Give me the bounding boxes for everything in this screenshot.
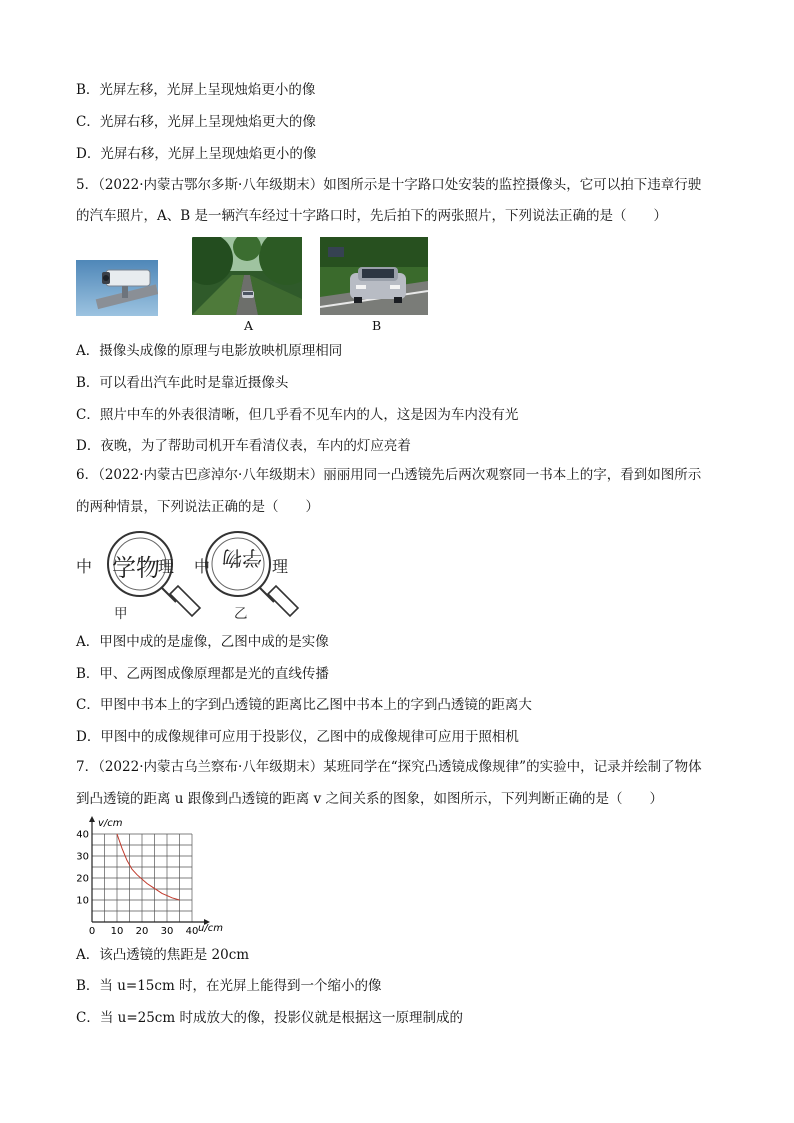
- q6-stem-line2: 的两种情景，下列说法正确的是（ ）: [76, 499, 319, 515]
- y-tick-label: 30: [76, 851, 89, 863]
- q7-option-b: B．当 u=15cm 时，在光屏上能得到一个缩小的像: [76, 978, 382, 994]
- q5-option-c: C．照片中车的外表很清晰，但几乎看不见车内的人，这是因为车内没有光: [76, 407, 519, 423]
- x-tick-label: 40: [185, 926, 199, 936]
- q7-stem-line2: 到凸透镜的距离 u 跟像到凸透镜的距离 v 之间关系的图象，如图所示，下列判断正确的是（ ）: [76, 791, 663, 807]
- x-tick-label: 10: [110, 926, 124, 936]
- x-tick-label: 30: [160, 926, 174, 936]
- q6-stem-line1: 6．（2022·内蒙古巴彦淖尔·八年级期末）丽丽用同一凸透镜先后两次观察同一书本上的字，看到如图所示: [76, 467, 702, 483]
- y-tick-label: 20: [76, 873, 89, 885]
- x-tick-label: 0: [88, 926, 96, 936]
- y-tick-label: 40: [76, 829, 89, 841]
- q5-option-a: A．摄像头成像的原理与电影放映机原理相同: [76, 343, 343, 359]
- car-photo-a: [192, 237, 302, 315]
- q4-option-d: D．光屏右移，光屏上呈现烛焰更小的像: [76, 146, 317, 162]
- caption-a: A: [244, 318, 254, 333]
- book-char-right-1: 理: [158, 557, 175, 576]
- car-photo-b: [320, 237, 428, 315]
- q5-stem-line1: 5．（2022·内蒙古鄂尔多斯·八年级期末）如图所示是十字路口处安装的监控摄像头，它可以拍下违章行驶: [76, 177, 702, 193]
- y-tick-label: 10: [76, 895, 89, 907]
- book-char-right-2: 理: [272, 557, 289, 576]
- magnified-text-jia: 学物: [112, 554, 160, 582]
- uv-chart: [74, 814, 234, 936]
- q5-stem-line2: 的汽车照片，A、B 是一辆汽车经过十字路口时，先后拍下的两张照片，下列说法正确的是（ ）: [76, 208, 667, 224]
- surveillance-camera-photo: [76, 260, 158, 316]
- q7-option-c: C．当 u=25cm 时成放大的像，投影仪就是根据这一原理制成的: [76, 1010, 463, 1026]
- q7-stem-line1: 7．（2022·内蒙古乌兰察布·八年级期末）某班同学在“探究凸透镜成像规律”的实验中，记录并绘制了物体: [76, 759, 702, 775]
- x-axis-label: u/cm: [198, 923, 223, 934]
- label-yi: 乙: [234, 606, 248, 622]
- book-char-left-2: 中: [194, 557, 211, 576]
- y-axis-label: v/cm: [98, 818, 123, 829]
- magnified-text-yi: 学物: [222, 546, 262, 570]
- q4-option-c: C．光屏右移，光屏上呈现烛焰更大的像: [76, 114, 316, 130]
- q6-option-b: B．甲、乙两图成像原理都是光的直线传播: [76, 666, 329, 682]
- x-tick-label: 20: [135, 926, 149, 936]
- q5-option-b: B．可以看出汽车此时是靠近摄像头: [76, 375, 289, 391]
- q6-option-c: C．甲图中书本上的字到凸透镜的距离比乙图中书本上的字到凸透镜的距离大: [76, 697, 532, 713]
- q7-option-a: A．该凸透镜的焦距是 20cm: [76, 947, 250, 963]
- y-axis-arrow: [89, 816, 95, 822]
- caption-b: B: [372, 318, 382, 333]
- q5-option-d: D．夜晚，为了帮助司机开车看清仪表，车内的灯应亮着: [76, 438, 411, 454]
- book-char-left-1: 中: [76, 557, 93, 576]
- label-jia: 甲: [114, 606, 128, 622]
- q4-option-b: B．光屏左移，光屏上呈现烛焰更小的像: [76, 82, 316, 98]
- q6-option-a: A．甲图中成的是虚像，乙图中成的是实像: [76, 634, 329, 650]
- q6-option-d: D．甲图中的成像规律可应用于投影仪，乙图中的成像规律可应用于照相机: [76, 729, 519, 745]
